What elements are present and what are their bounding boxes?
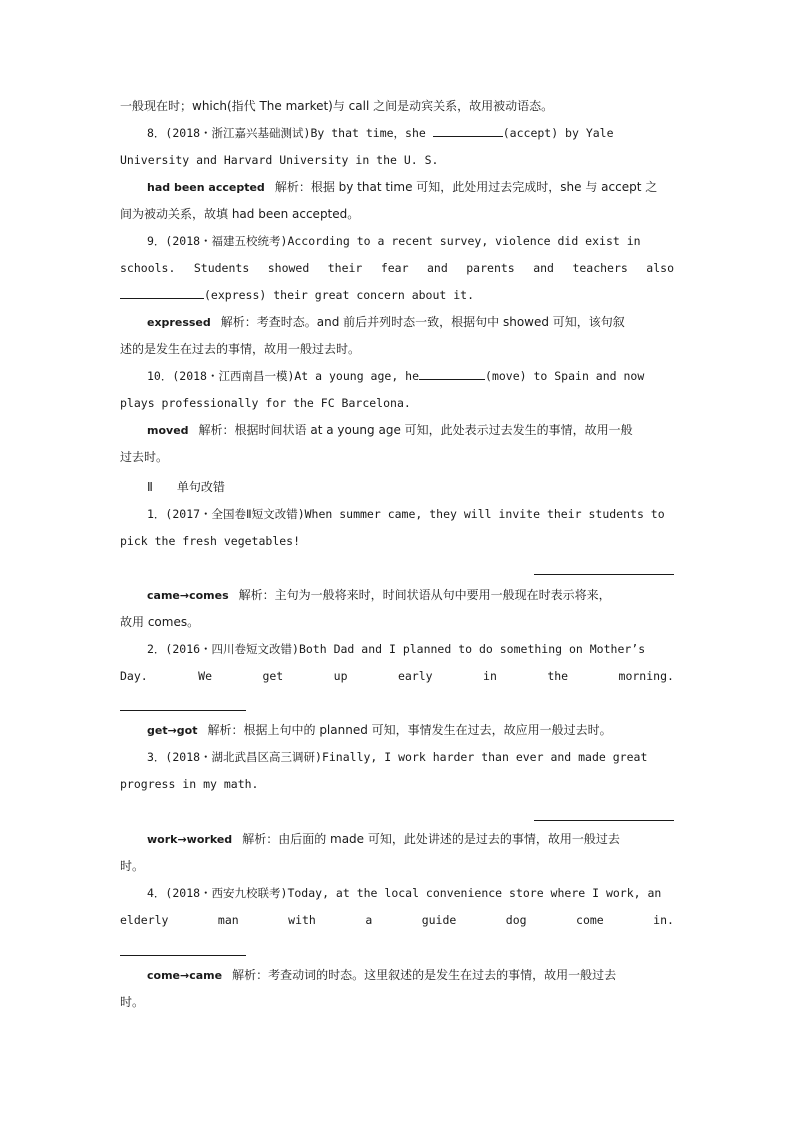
word: dog — [505, 913, 527, 927]
text-span: 时。 — [120, 995, 145, 1009]
word: schools. — [120, 261, 176, 275]
text-line — [147, 720, 674, 741]
answer-key: work→worked — [147, 833, 233, 846]
text-line — [120, 992, 674, 1012]
text-line — [120, 447, 674, 467]
answer-key: get→got — [147, 724, 198, 737]
text-span: 解析：根据 by that time 可知，此处用过去完成时，she 与 accept 之 — [274, 180, 658, 194]
text-line — [147, 477, 674, 497]
text-span: progress in my math. — [120, 777, 259, 791]
word: a — [365, 913, 373, 927]
word: teachers — [572, 261, 628, 275]
text-line — [120, 531, 674, 551]
word: Day. — [120, 669, 148, 683]
text-line — [147, 123, 674, 143]
answer-key: moved — [147, 424, 189, 437]
word: also — [646, 261, 674, 275]
answer-line — [534, 574, 674, 575]
text-span: 解析：考查时态。and 前后并列时态一致，根据句中 showed 可知，该句叙 — [220, 315, 625, 329]
answer-key: expressed — [147, 316, 211, 329]
word: guide — [421, 913, 457, 927]
text-line — [147, 965, 674, 986]
text-line — [120, 774, 674, 794]
text-span: 解析：根据上句中的 planned 可知，事情发生在过去，故应用一般过去时。 — [207, 723, 612, 737]
text-line — [120, 339, 674, 359]
word: Students — [193, 261, 250, 275]
text-span: 2．(2016・四川卷短文改错)Both Dad and I planned to do something on Mother’s — [147, 642, 646, 656]
answer-key: came→comes — [147, 589, 229, 602]
word: fear — [380, 261, 409, 275]
text-span: 8．(2018・浙江嘉兴基础测试)By that time，she — [147, 126, 433, 140]
word: We — [198, 669, 212, 683]
text-span: pick the fresh vegetables! — [120, 534, 301, 548]
text-span: 述的是发生在过去的事情，故用一般过去时。 — [120, 342, 361, 356]
text-line — [147, 747, 674, 767]
word: and — [427, 261, 448, 275]
text-span: 间为被动关系，故填 had been accepted。 — [120, 207, 360, 221]
word: early — [397, 669, 433, 683]
word: and — [533, 261, 554, 275]
answer-blank — [419, 367, 485, 380]
text-line — [147, 420, 674, 441]
word: with — [288, 913, 316, 927]
word: elderly — [120, 913, 169, 927]
text-span: plays professionally for the FC Barcelona. — [120, 396, 411, 410]
text-span: 1．(2017・全国卷Ⅱ短文改错)When summer came, they will invite their students to — [147, 507, 665, 521]
text-span: 一般现在时；which(指代 The market)与 call 之间是动宾关系，故用被动语态。 — [120, 99, 554, 113]
text-line — [147, 504, 674, 524]
text-line — [147, 585, 674, 606]
text-line — [120, 204, 674, 224]
text-line — [147, 639, 674, 659]
text-line — [147, 177, 674, 198]
text-line — [147, 829, 674, 850]
text-span: 3．(2018・湖北武昌区高三调研)Finally, I work harder than ever and made great — [147, 750, 648, 764]
text-span: 4．(2018・西安九校联考)Today, at the local convenience store where I work, an — [147, 886, 662, 900]
text-span: 过去时。 — [120, 450, 169, 464]
text-line — [120, 150, 674, 170]
answer-blank — [433, 124, 503, 137]
word: up — [333, 669, 348, 683]
text-span: 故用 comes。 — [120, 615, 200, 629]
word: morning. — [618, 669, 674, 683]
word: get — [262, 669, 284, 683]
answer-line — [534, 820, 674, 821]
text-span: 解析：主句为一般将来时，时间状语从句中要用一般现在时表示将来， — [238, 588, 611, 602]
word: showed — [267, 261, 310, 275]
text-line — [120, 393, 674, 413]
text-span: 解析：根据时间状语 at a young age 可知，此处表示过去发生的事情，故用一般 — [198, 423, 633, 437]
text-line — [147, 231, 674, 251]
text-span: University and Harvard University in the U. S. — [120, 153, 439, 167]
text-span: 解析：由后面的 made 可知，此处讲述的是过去的事情，故用一般过去 — [242, 832, 620, 846]
text-span: 时。 — [120, 859, 145, 873]
answer-line — [120, 710, 246, 711]
text-span: 10．(2018・江西南昌一模)At a young age, he — [147, 369, 420, 383]
answer-key: come→came — [147, 969, 223, 982]
text-line — [147, 366, 674, 386]
text-line — [120, 666, 674, 686]
text-line — [120, 258, 674, 278]
text-line — [120, 96, 674, 116]
text-span: 解析：考查动词的时态。这里叙述的是发生在过去的事情，故用一般过去 — [232, 968, 617, 982]
text-line — [120, 856, 674, 876]
word: their — [327, 261, 363, 275]
word: parents — [466, 261, 515, 275]
text-span: (move) to Spain and now — [485, 369, 645, 383]
answer-key: had been accepted — [147, 181, 265, 194]
answer-line — [120, 955, 246, 956]
text-line — [120, 285, 674, 305]
text-span: Ⅱ 单句改错 — [147, 480, 225, 494]
text-span: 9．(2018・福建五校统考)According to a recent survey, violence did exist in — [147, 234, 641, 248]
word: come — [576, 913, 604, 927]
text-line — [120, 612, 674, 632]
word: in — [483, 669, 497, 683]
text-line — [147, 312, 674, 333]
answer-blank — [120, 286, 204, 299]
word: in. — [653, 913, 674, 927]
text-line — [147, 883, 674, 903]
text-line — [120, 910, 674, 930]
word: the — [547, 669, 569, 683]
text-span: (express) their great concern about it. — [204, 288, 475, 302]
text-span: (accept) by Yale — [502, 126, 614, 140]
word: man — [217, 913, 239, 927]
